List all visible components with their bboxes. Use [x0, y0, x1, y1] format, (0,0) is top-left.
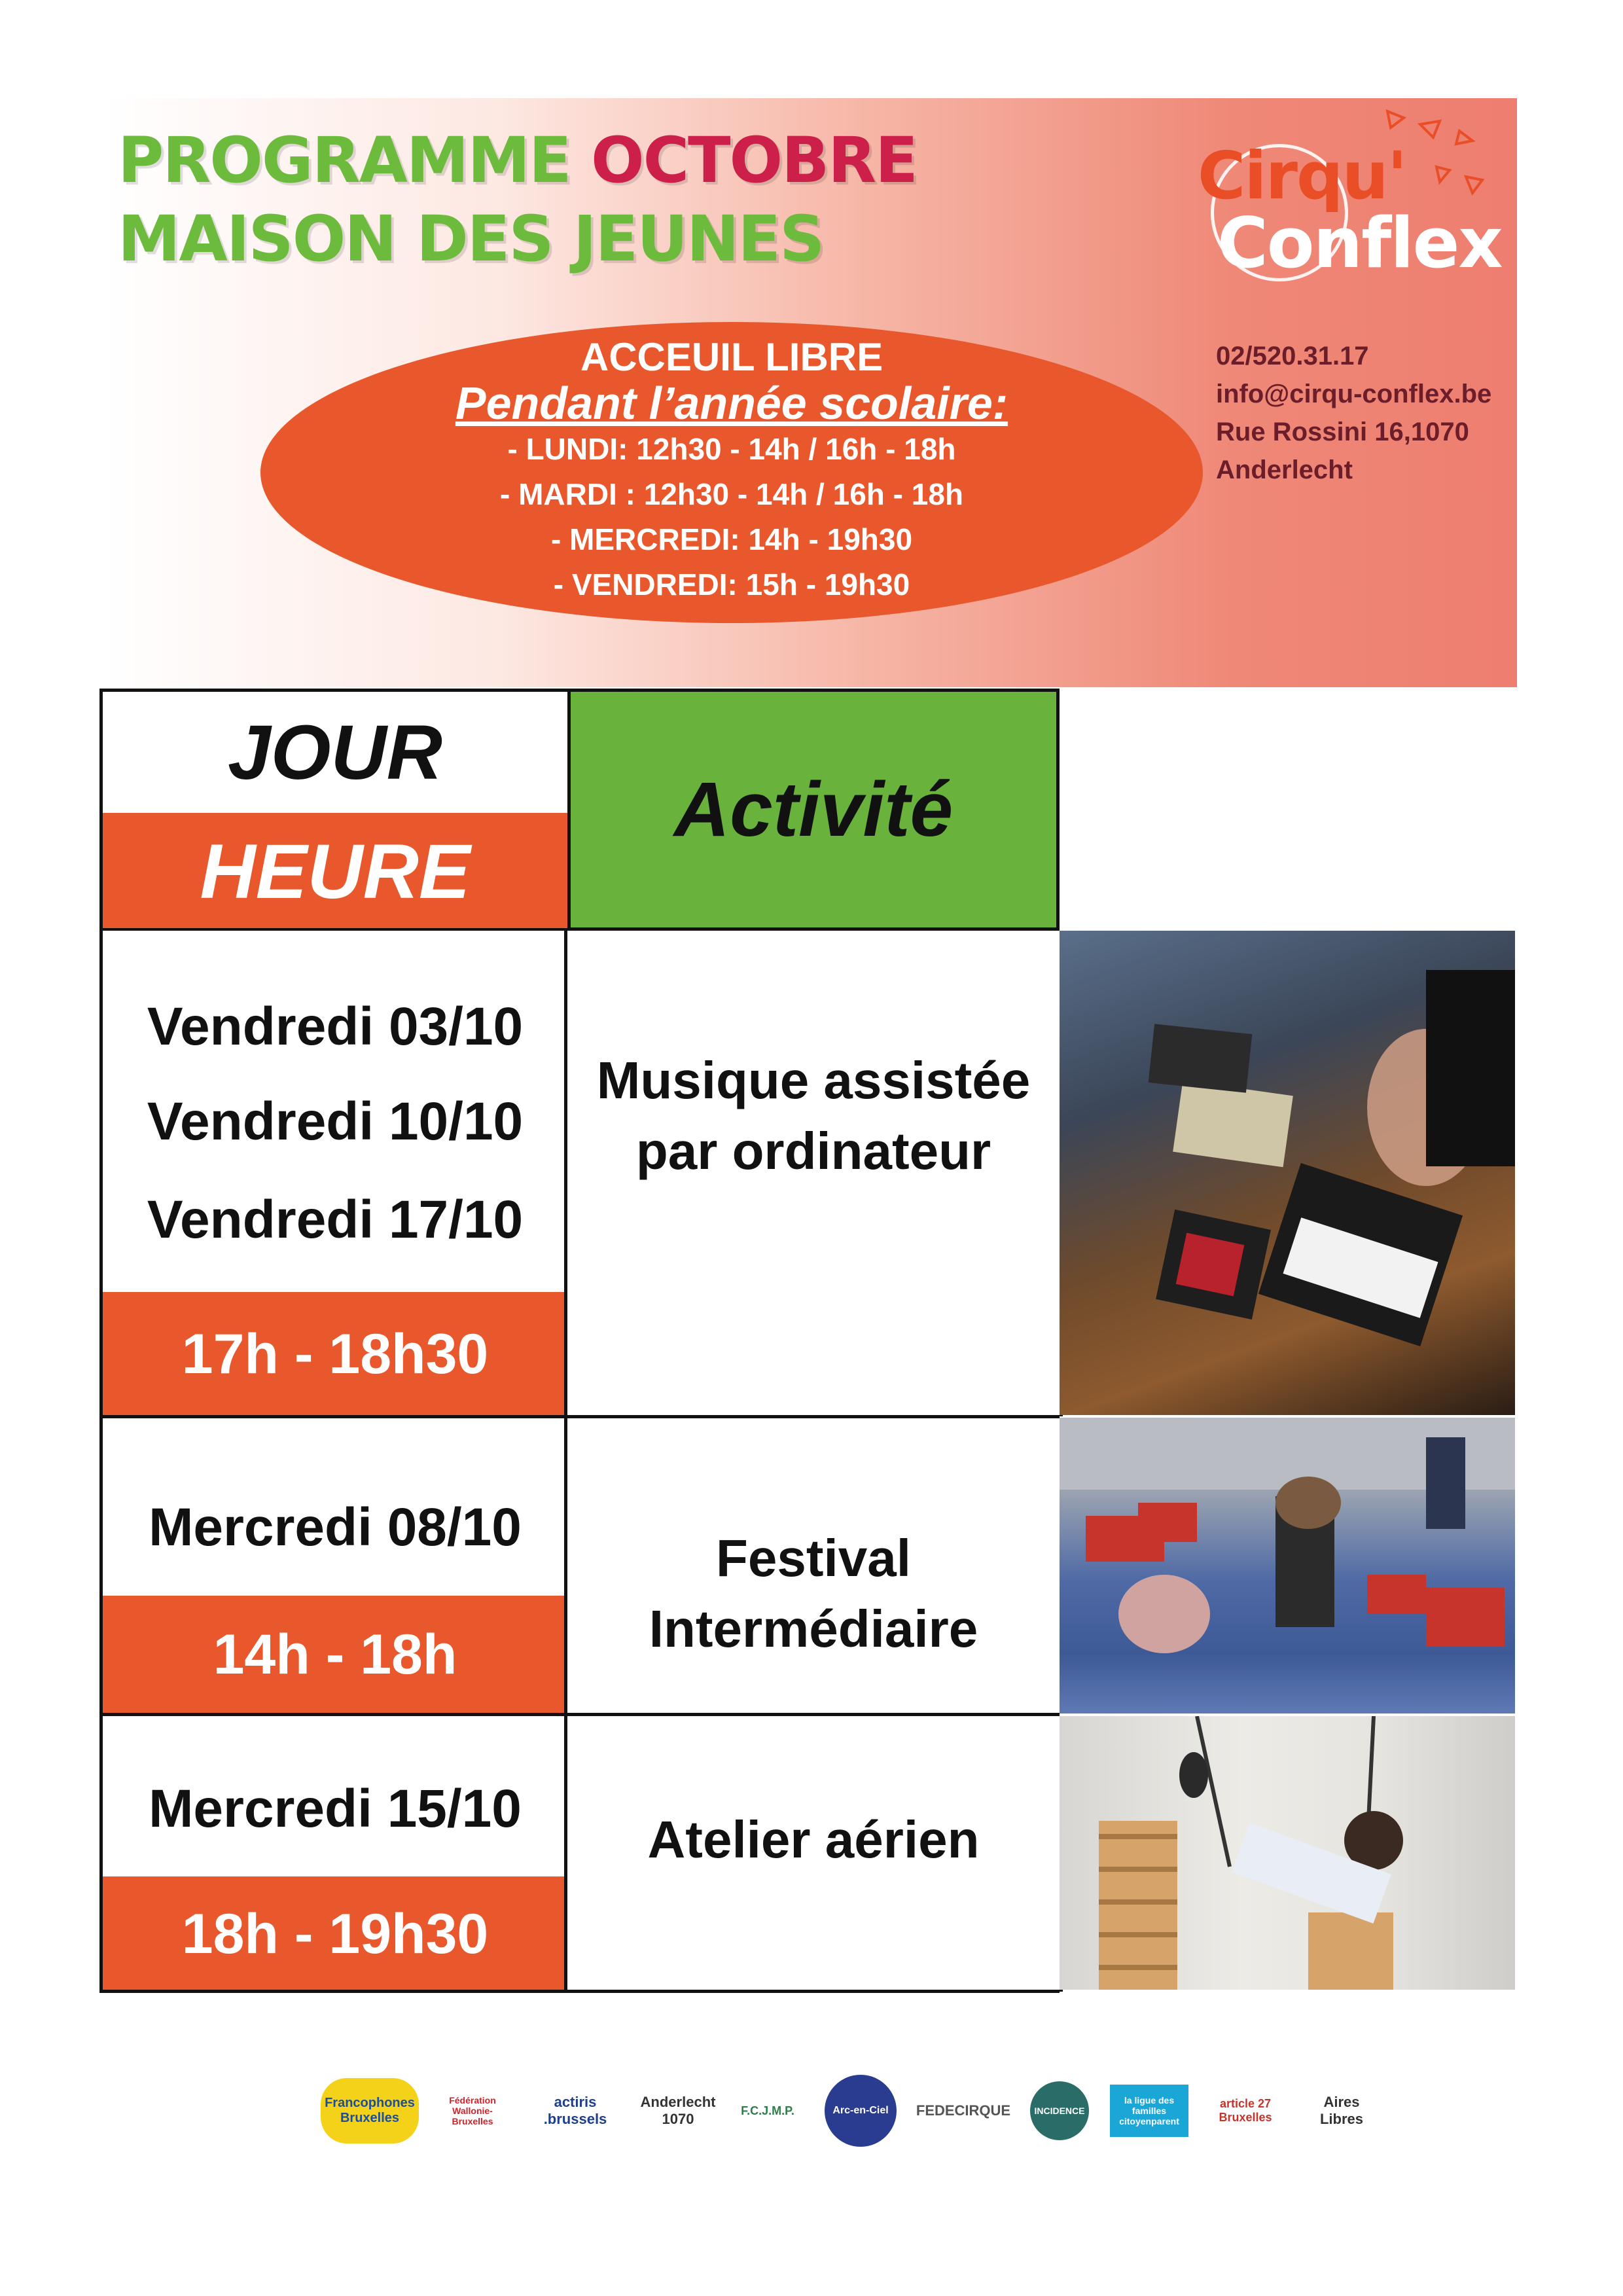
sponsor-logo: F.C.J.M.P. — [741, 2104, 794, 2117]
activity-cell — [564, 1418, 1063, 1713]
header-day: JOUR — [99, 689, 567, 813]
sponsor-logo: Anderlecht 1070 — [640, 2094, 716, 2127]
header-activity: Activité — [567, 689, 1060, 931]
sponsor-logo: FEDECIRQUE — [916, 2102, 1011, 2119]
activity-cell — [564, 931, 1063, 1416]
cirqu-conflex-logo — [1191, 105, 1502, 301]
day-label: Vendredi 03/10 — [147, 997, 524, 1056]
sponsor-logo: actiris .brussels — [543, 2094, 607, 2127]
day-label: Vendredi 17/10 — [147, 1190, 524, 1249]
accueil-content — [260, 335, 1203, 607]
header-time: HEURE — [99, 813, 567, 931]
sponsor-logo: la ligue des familles citoyenparent — [1110, 2085, 1188, 2137]
sponsor-logo: Aires Libres — [1319, 2094, 1364, 2127]
logo-text-cirqu: Cirqu' — [1198, 137, 1406, 214]
schedule-mardi: - MARDI : 12h30 - 14h / 16h - 18h — [499, 477, 964, 511]
table-bottom-border — [99, 1990, 1060, 1993]
title-maison-des-jeunes: MAISON DES JEUNES — [118, 202, 824, 276]
accueil-title: ACCEUIL LIBRE — [580, 335, 883, 379]
sponsor-logo: Arc-en-Ciel — [825, 2075, 897, 2147]
sponsor-logo: Fédération Wallonie-Bruxelles — [449, 2095, 496, 2126]
photo-aerial-workshop — [1060, 1716, 1515, 1990]
activity-line: par ordinateur — [635, 1122, 991, 1180]
schedule-mercredi: - MERCREDI: 14h - 19h30 — [550, 522, 913, 556]
logo-text-conflex: Conflex — [1217, 203, 1502, 283]
program-title — [118, 121, 917, 278]
table-row-3-days — [99, 1716, 567, 1876]
contact-city: Anderlecht — [1216, 456, 1353, 484]
table-row-2-days — [99, 1418, 567, 1596]
aerial-illustration — [1060, 1716, 1515, 1990]
contact-block — [1216, 337, 1491, 489]
festival-illustration — [1060, 1418, 1515, 1713]
activity-line: Atelier aérien — [647, 1810, 980, 1869]
time-badge: 14h - 18h — [99, 1596, 567, 1713]
photo-festival — [1060, 1418, 1515, 1713]
day-label: Mercredi 08/10 — [149, 1498, 522, 1557]
activity-line: Intermédiaire — [649, 1600, 978, 1658]
schedule-vendredi: - VENDREDI: 15h - 19h30 — [553, 567, 910, 601]
photo-music-equipment — [1060, 931, 1515, 1415]
day-label: Mercredi 15/10 — [149, 1779, 522, 1839]
sponsor-logos — [321, 2062, 1381, 2160]
title-programme: PROGRAMME — [118, 124, 571, 197]
contact-email: info@cirqu-conflex.be — [1216, 380, 1492, 408]
keyboard-illustration — [1060, 931, 1515, 1415]
activity-line: Musique assistée — [596, 1051, 1031, 1109]
title-month: OCTOBRE — [590, 124, 917, 197]
contact-address: Rue Rossini 16,1070 — [1216, 418, 1469, 446]
time-badge: 18h - 19h30 — [99, 1876, 567, 1992]
contact-phone: 02/520.31.17 — [1216, 342, 1369, 370]
day-label: Vendredi 10/10 — [147, 1092, 524, 1151]
activity-cell — [564, 1716, 1063, 1992]
sponsor-logo: Francophones Bruxelles — [321, 2078, 419, 2144]
activity-line: Festival — [716, 1529, 911, 1587]
accueil-subtitle: Pendant l’année scolaire: — [455, 378, 1008, 429]
sponsor-logo: article 27 Bruxelles — [1219, 2097, 1272, 2124]
schedule-lundi: - LUNDI: 12h30 - 14h / 16h - 18h — [507, 432, 956, 466]
time-badge: 17h - 18h30 — [99, 1292, 567, 1416]
sponsor-logo: INCIDENCE — [1030, 2081, 1089, 2140]
table-row-1-days — [99, 931, 567, 1292]
